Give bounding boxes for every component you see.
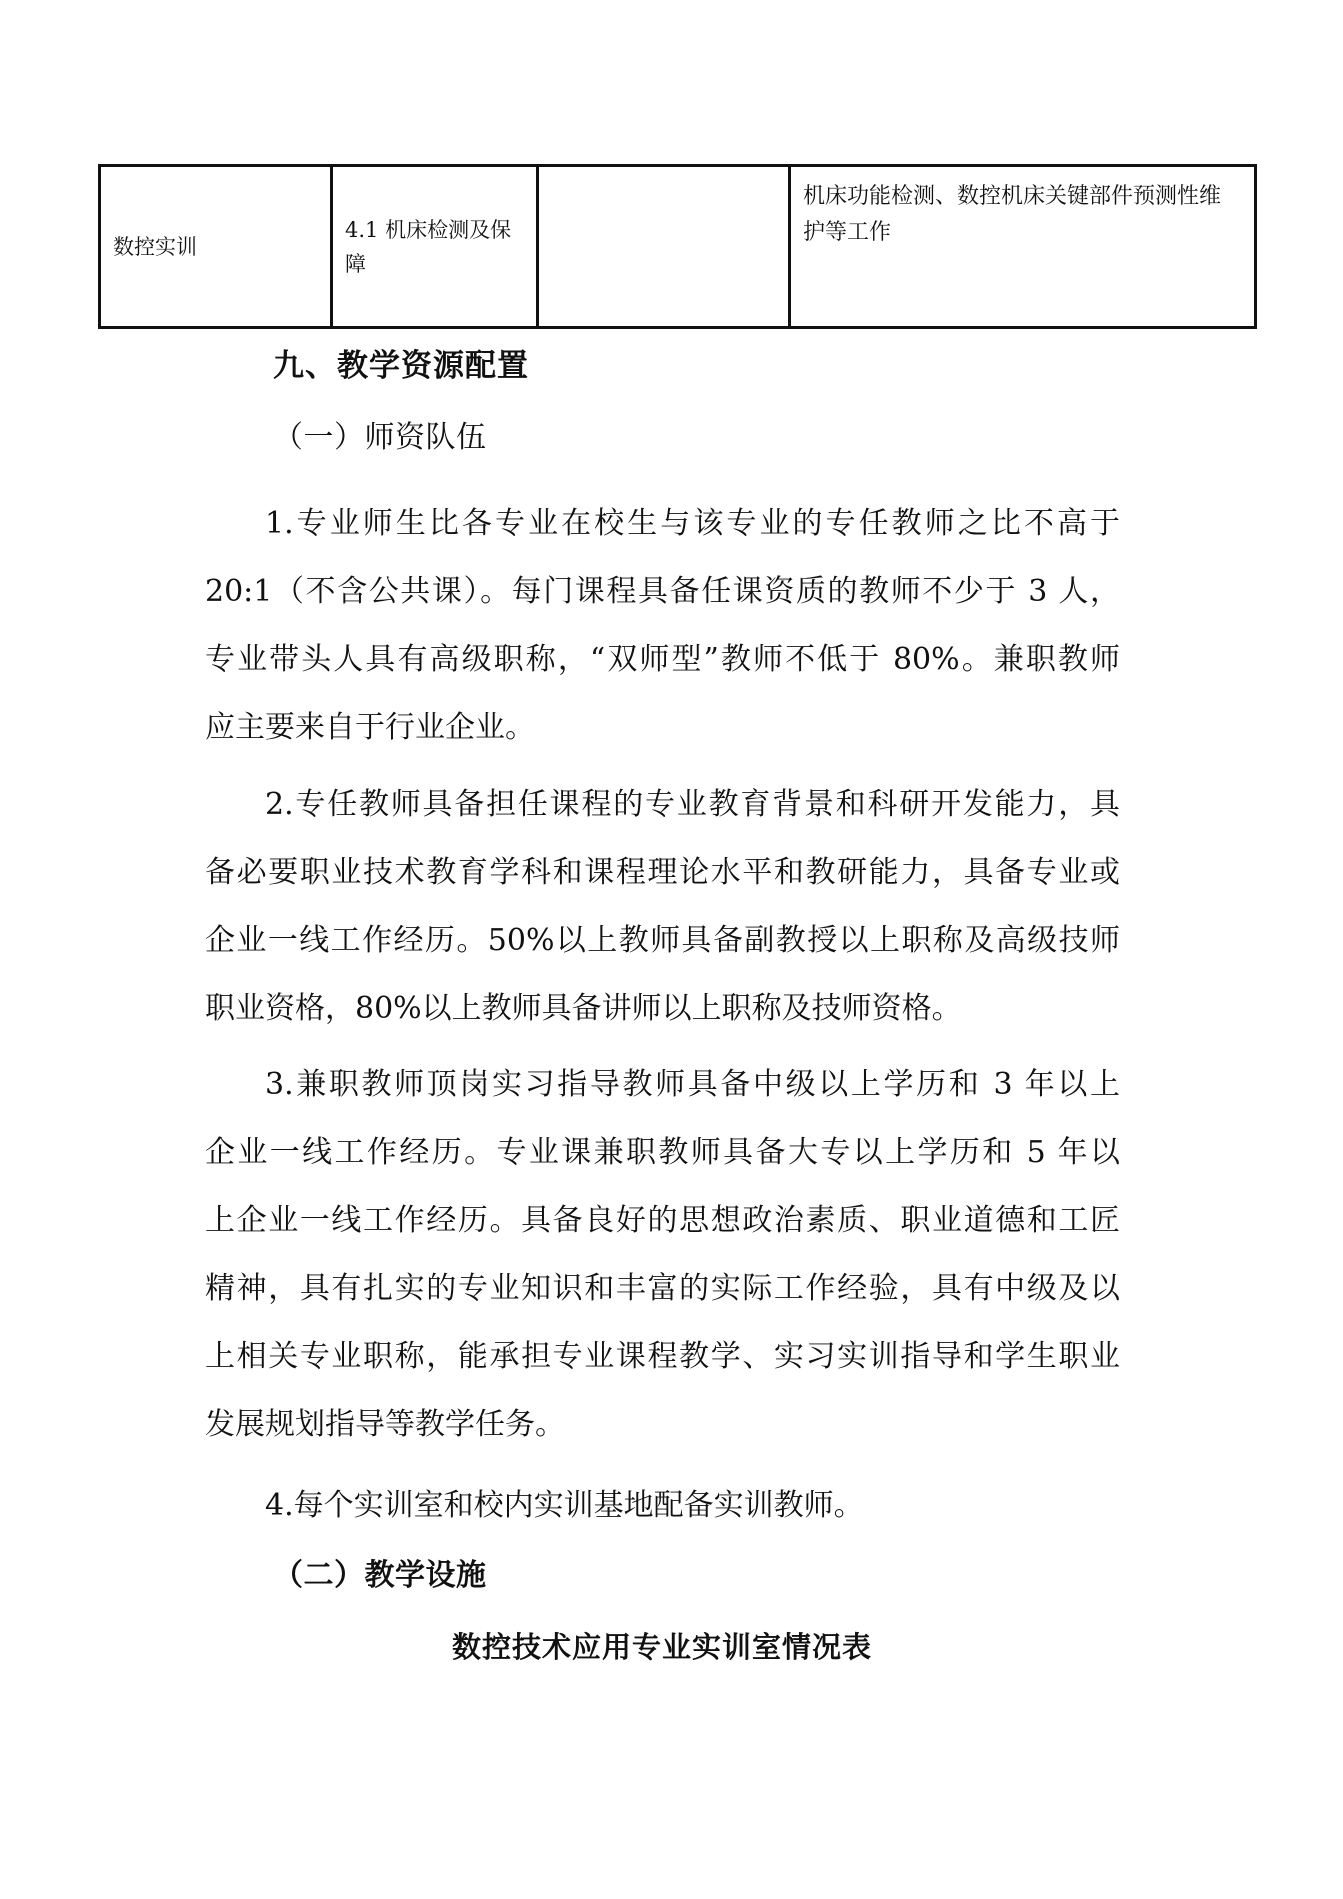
paragraph-1: [205, 504, 1120, 776]
table-cell-course: 数控实训: [100, 166, 332, 328]
paragraph-line: 精神，具有扎实的专业知识和丰富的实际工作经验，具有中级及以: [205, 1271, 1120, 1306]
table-cell-description: 机床功能检测、数控机床关键部件预测性维护等工作: [790, 166, 1256, 328]
table-row: [100, 166, 1256, 328]
table-caption: 数控技术应用专业实训室情况表: [452, 1630, 873, 1664]
subsection-title-faculty: （一）师资队伍: [273, 420, 487, 455]
paragraph-line: 企业一线工作经历。50%以上教师具备副教授以上职称及高级技师: [205, 923, 1120, 958]
paragraph-3: [205, 1065, 1120, 1473]
paragraph-line: 职业资格，80%以上教师具备讲师以上职称及技师资格。: [205, 991, 962, 1026]
paragraph-line: 1.专业师生比各专业在校生与该专业的专任教师之比不高于: [265, 506, 1120, 541]
paragraph-line: 2.专任教师具备担任课程的专业教育背景和科研开发能力，具: [265, 787, 1120, 822]
table-cell-empty: [538, 166, 790, 328]
paragraph-line: 上相关专业职称，能承担专业课程教学、实习实训指导和学生职业: [205, 1339, 1120, 1374]
paragraph-line: 4.每个实训室和校内实训基地配备实训教师。: [265, 1488, 864, 1523]
paragraph-line: 3.兼职教师顶岗实习指导教师具备中级以上学历和 3 年以上: [265, 1067, 1120, 1102]
paragraph-line: 企业一线工作经历。专业课兼职教师具备大专以上学历和 5 年以: [205, 1135, 1120, 1170]
table-cell-module: 4.1 机床检测及保障: [332, 166, 538, 328]
curriculum-table: [98, 164, 1257, 329]
paragraph-4: [205, 1486, 1120, 1554]
paragraph-2: [205, 785, 1120, 1057]
paragraph-line: 上企业一线工作经历。具备良好的思想政治素质、职业道德和工匠: [205, 1203, 1120, 1238]
paragraph-line: 备必要职业技术教育学科和课程理论水平和教研能力，具备专业或: [205, 855, 1120, 890]
subsection-title-facilities: （二）教学设施: [273, 1558, 487, 1593]
section-title: 九、教学资源配置: [273, 348, 529, 384]
paragraph-line: 专业带头人具有高级职称，“双师型”教师不低于 80%。兼职教师: [205, 642, 1120, 677]
paragraph-line: 20:1（不含公共课）。每门课程具备任课资质的教师不少于 3 人，: [205, 574, 1120, 609]
paragraph-line: 应主要来自于行业企业。: [205, 710, 535, 745]
paragraph-line: 发展规划指导等教学任务。: [205, 1407, 565, 1442]
